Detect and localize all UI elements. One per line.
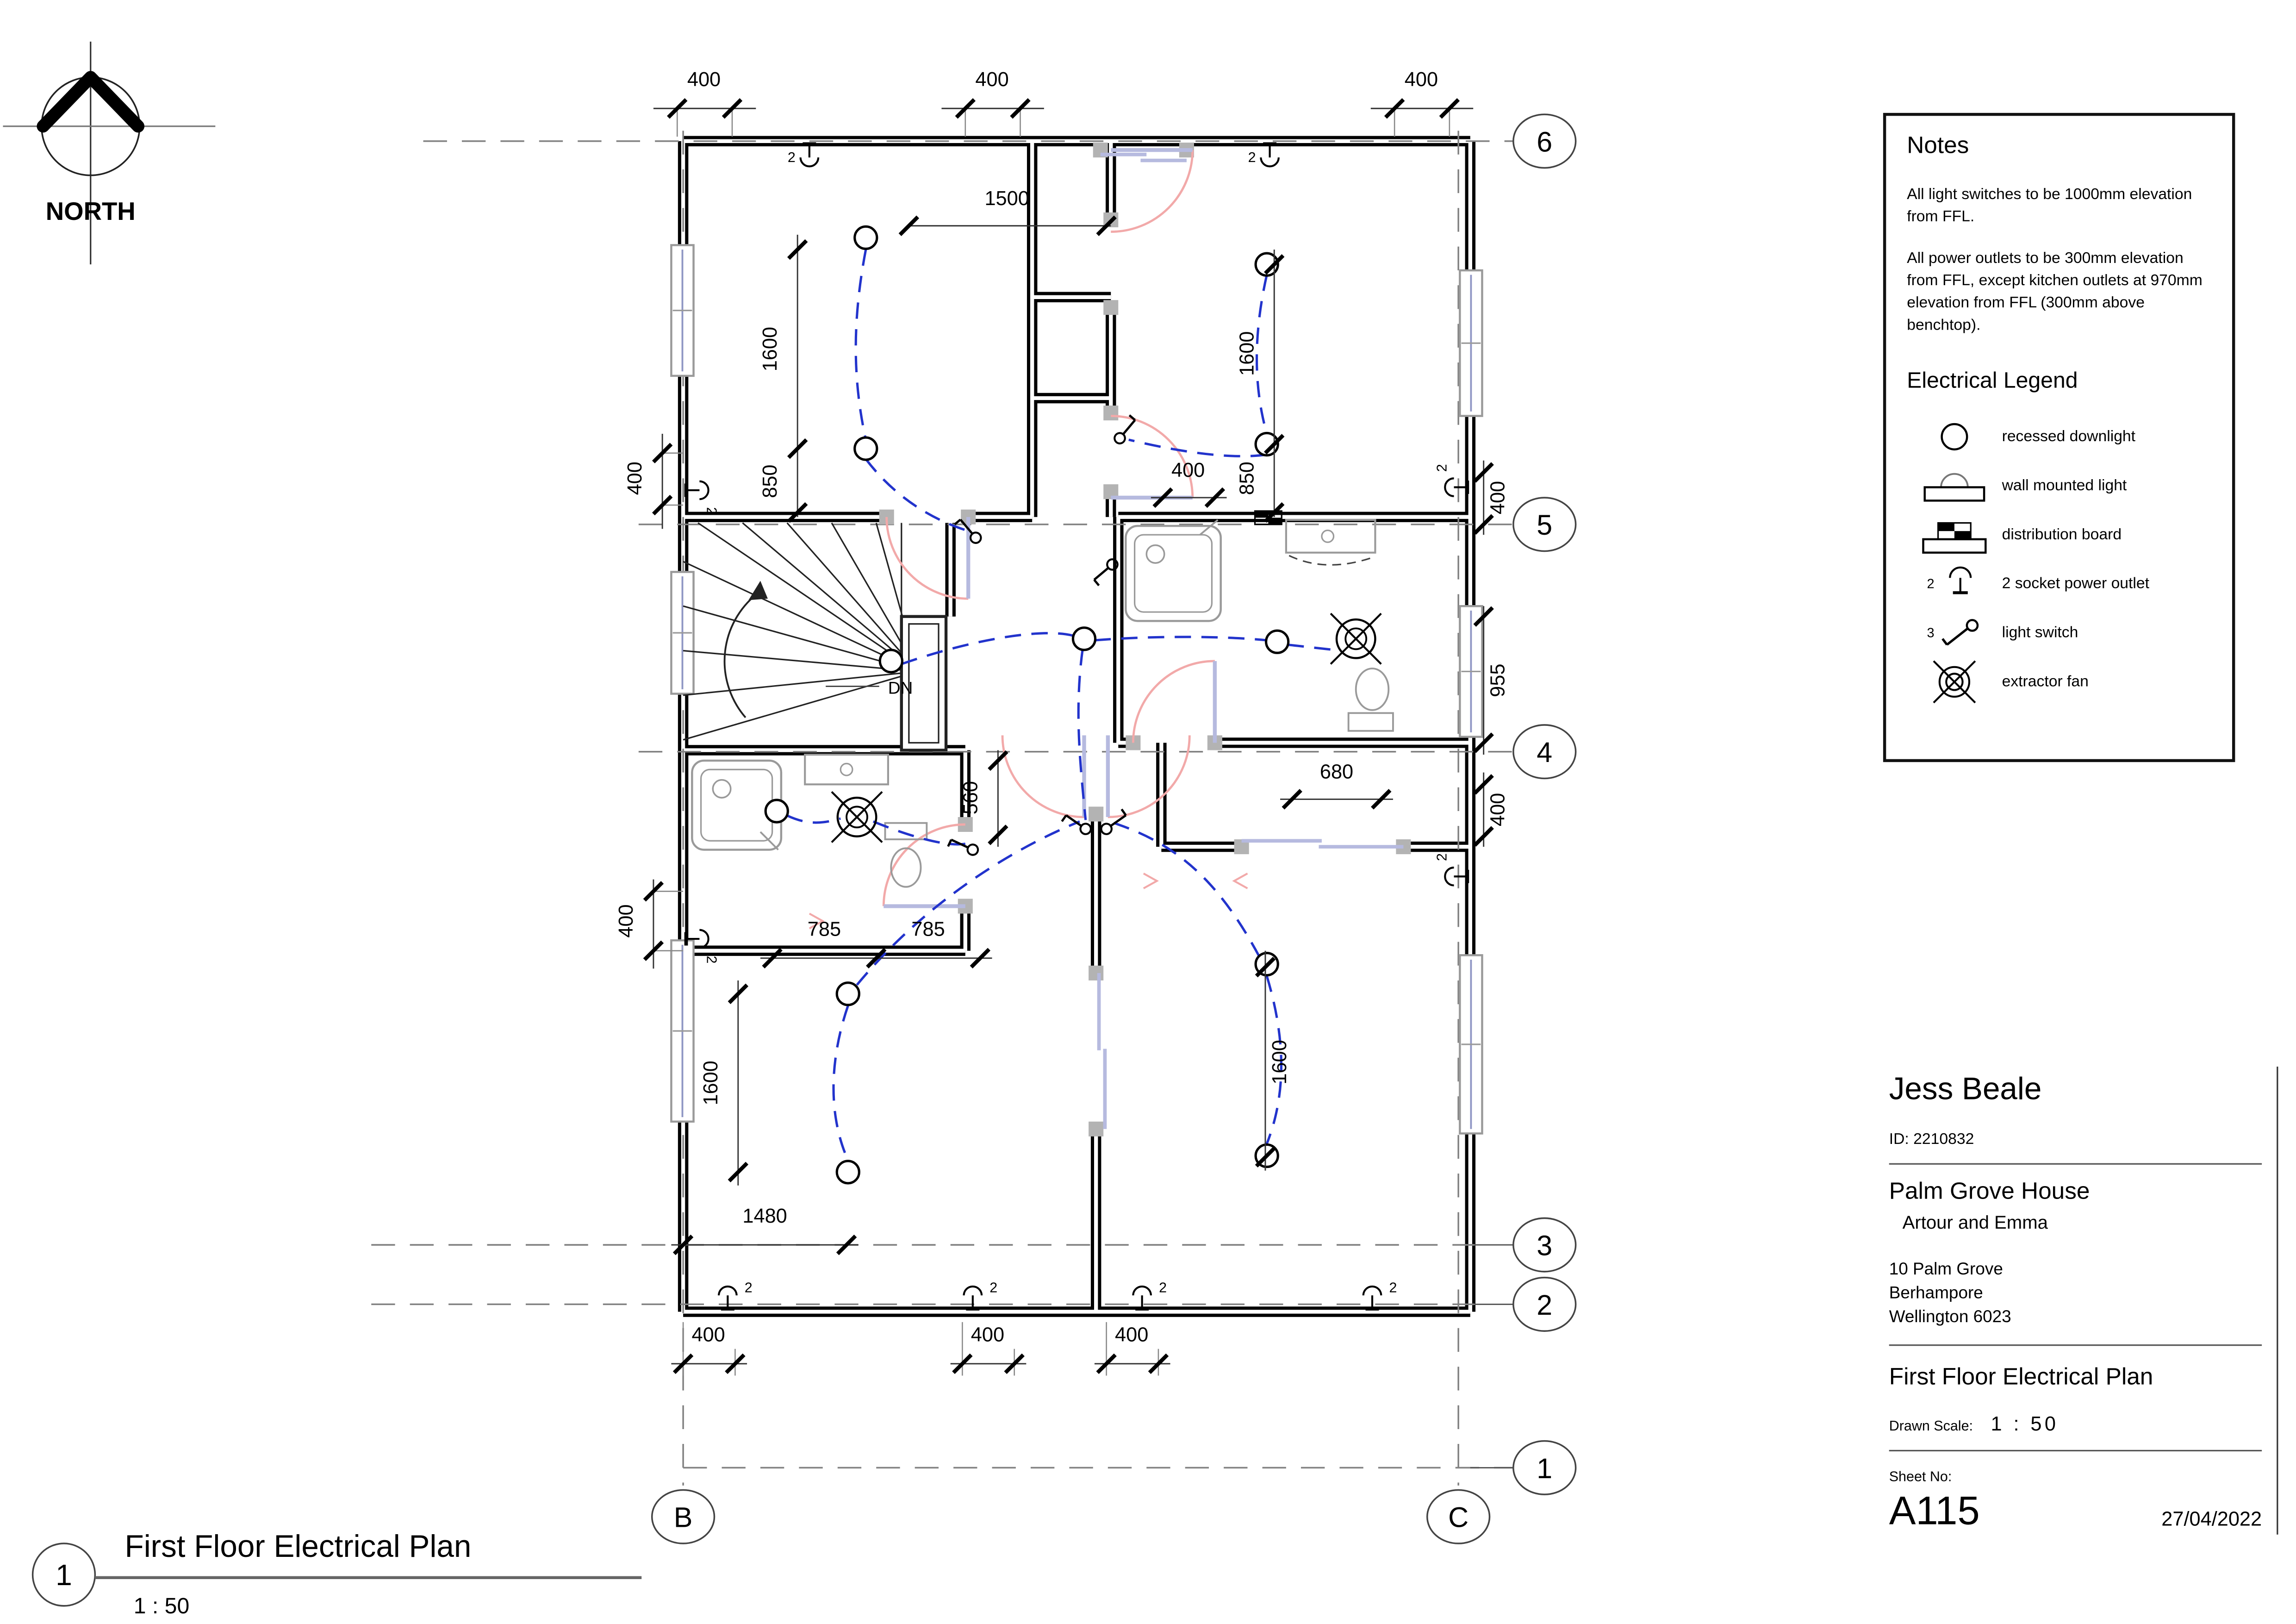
dimension-label-bath_b: 785	[911, 918, 945, 941]
address-line-2: Berhampore	[1889, 1285, 1983, 1303]
toilet-cistern	[1349, 713, 1393, 731]
power-outlet-symbol	[1445, 868, 1467, 886]
grid-bubble-C-label: C	[1448, 1501, 1469, 1533]
dimension-label-top2: 400	[975, 69, 1009, 91]
project-name: Palm Grove House	[1889, 1179, 2090, 1205]
door-swing-arc	[1002, 735, 1084, 817]
light-switch-glyph	[1124, 420, 1135, 433]
light-switch-glyph	[1094, 580, 1099, 585]
dimension-label-closet_width: 680	[1319, 761, 1354, 783]
power-outlet-symbol	[1445, 478, 1467, 496]
outlet-count-label: 2	[703, 507, 720, 515]
power-outlet-glyph	[719, 1287, 737, 1295]
downlight-symbol	[1073, 628, 1095, 650]
dimension-label-tr_lower: 850	[1236, 462, 1258, 495]
shower-tray-inner	[701, 769, 772, 841]
power-outlet-glyph	[1261, 157, 1279, 166]
extractor-fan-icon	[1907, 658, 2002, 706]
door-jamb	[1089, 1122, 1103, 1137]
power-outlet-icon	[1907, 563, 2002, 605]
light-switch-glyph	[1062, 815, 1066, 821]
toilet-bowl	[1356, 668, 1389, 710]
downlight-symbol	[765, 800, 788, 822]
door-swing-arc	[1133, 661, 1214, 743]
dimension-label-hall_width: 560	[959, 781, 982, 815]
dimension-label-right_mid: 955	[1487, 663, 1509, 697]
vanity-tap	[1322, 531, 1334, 543]
grid-bubble-4-label: 4	[1537, 737, 1553, 768]
door-jamb	[1103, 300, 1118, 315]
legend-row-downlight	[1907, 412, 2214, 461]
project-address	[1889, 1258, 2262, 1330]
grid-bubble-6-label: 6	[1537, 126, 1553, 158]
power-outlet-glyph	[1445, 868, 1454, 886]
wire-path	[1257, 275, 1267, 434]
vanity-splash-line	[1289, 556, 1374, 565]
legend-title: Electrical Legend	[1907, 369, 2078, 394]
light-switch-glyph	[1078, 822, 1093, 836]
outlet-count-label: 2	[787, 149, 796, 165]
stair-tread	[683, 671, 918, 740]
downlight-symbol	[1266, 631, 1288, 653]
power-outlet-glyph	[801, 157, 819, 166]
title-block	[1889, 1067, 2278, 1535]
viewport-scale: 1 : 50	[133, 1593, 190, 1618]
viewport-number: 1	[56, 1558, 72, 1592]
distribution-board-icon	[1907, 514, 2002, 556]
power-outlet-glyph	[699, 930, 708, 948]
downlight-symbol	[855, 226, 877, 249]
dimension-label-bl_height: 1600	[699, 1061, 722, 1106]
project-id: ID: 2210832	[1889, 1130, 1974, 1149]
legend-row-wall-light	[1907, 461, 2214, 510]
dimension-label-tr_height: 1600	[1236, 331, 1258, 376]
dimension-label-br_height: 1600	[1268, 1040, 1291, 1085]
legend-row-light-switch	[1907, 608, 2214, 657]
notes-paragraph-2: All power outlets to be 300mm elevation from FFL, except kitchen outlets at 970mm elevation from FFL (300mm above benchtop).	[1907, 249, 2203, 334]
power-outlet-symbol	[1363, 1287, 1381, 1309]
power-outlet-glyph	[1133, 1287, 1151, 1295]
outlet-count-label: 2	[703, 956, 720, 964]
door-jamb	[1089, 966, 1103, 981]
drawn-scale	[1889, 1413, 2262, 1436]
legend-row-distribution-board	[1907, 510, 2214, 559]
switch-prefix: 3	[1927, 625, 1935, 640]
power-outlet-symbol	[964, 1287, 982, 1309]
address-line-1: 10 Palm Grove	[1889, 1261, 2003, 1279]
legend-label: light switch	[2002, 624, 2078, 642]
door-swing-arc	[1111, 150, 1192, 231]
plan-generated-layer	[371, 69, 1513, 1486]
stair-tread	[683, 671, 918, 695]
legend-row-power-outlet	[1907, 559, 2214, 608]
dimension-label-mid_door: 400	[1171, 459, 1205, 482]
light-switch-icon	[1907, 612, 2002, 654]
grid-bubble-B-label: B	[673, 1501, 693, 1533]
distribution-board-symbol	[1255, 511, 1269, 518]
stair-arrow-head	[748, 581, 768, 600]
light-switch-symbol	[1062, 811, 1093, 838]
notes-paragraph-1: All light switches to be 1000mm elevation from FFL.	[1907, 186, 2192, 226]
viewport-title	[33, 1529, 642, 1618]
legend-label: recessed downlight	[2002, 427, 2136, 446]
dimension-label-top1: 400	[687, 69, 721, 91]
dimension-label-tl_lower: 850	[759, 464, 782, 498]
title-block-divider	[1889, 1345, 2262, 1346]
door-direction-chevron	[1234, 874, 1248, 888]
power-outlet-symbol	[1261, 144, 1279, 166]
wire-path	[834, 1006, 848, 1160]
outlet-count-label: 2	[744, 1280, 753, 1296]
power-outlet-symbol	[686, 481, 709, 500]
drawing-title: First Floor Electrical Plan	[1889, 1365, 2153, 1391]
grid-bubble-5-label: 5	[1537, 509, 1553, 541]
light-switch-glyph	[1094, 568, 1108, 580]
light-switch-glyph	[1121, 809, 1126, 815]
outlet-count-label: 2	[1389, 1280, 1397, 1296]
wire-path	[856, 250, 866, 440]
scale-label: Drawn Scale:	[1889, 1419, 1973, 1436]
power-outlet-glyph	[1363, 1287, 1381, 1295]
door-jamb	[1089, 806, 1103, 821]
power-outlet-glyph	[699, 481, 708, 500]
title-block-divider	[1889, 1163, 2262, 1165]
shower-drain	[713, 780, 731, 798]
power-outlet-symbol	[719, 1287, 737, 1309]
north-label: NORTH	[45, 197, 136, 225]
dimension-label-bottom2: 400	[971, 1324, 1005, 1346]
sheet-number-row	[1889, 1489, 2262, 1535]
notes-title: Notes	[1907, 133, 1969, 159]
legend-label: distribution board	[2002, 525, 2122, 544]
drawing-date: 27/04/2022	[2161, 1508, 2262, 1531]
power-outlet-glyph	[964, 1287, 982, 1295]
wire-path	[1129, 440, 1267, 456]
shower-tray-inner	[1135, 535, 1212, 612]
wall-mounted-light-icon	[1907, 465, 2002, 506]
sheet-number-label: Sheet No:	[1889, 1469, 1952, 1486]
door-swing-arc	[1111, 416, 1192, 497]
legend-label: extractor fan	[2002, 673, 2089, 691]
outlet-count-label: 2	[989, 1280, 998, 1296]
outlet-count-label: 2	[1248, 149, 1256, 165]
dimension-label-bottom1: 400	[691, 1324, 725, 1346]
north-arrow	[3, 42, 215, 264]
outlet-count-label: 2	[1434, 853, 1450, 862]
dimension-label-left_upper: 400	[624, 462, 647, 495]
toilet-bowl	[891, 848, 921, 887]
power-outlet-glyph	[1445, 478, 1454, 496]
dimension-label-tl_height: 1600	[759, 326, 782, 372]
address-line-3: Wellington 6023	[1889, 1309, 2011, 1327]
client-names: Artour and Emma	[1902, 1212, 2048, 1233]
recessed-downlight-icon	[1907, 418, 2002, 456]
downlight-symbol	[855, 437, 877, 460]
legend-row-extractor-fan	[1907, 657, 2214, 706]
dimension-label-top3: 400	[1404, 69, 1438, 91]
legend-label: 2 socket power outlet	[2002, 575, 2150, 593]
grid-bubble-1-label: 1	[1537, 1452, 1553, 1484]
light-switch-glyph	[966, 843, 980, 857]
wire-path	[787, 816, 841, 823]
wire-path	[1288, 645, 1341, 651]
title-block-divider	[1889, 1450, 2262, 1452]
stair-dn-label: DN	[888, 678, 913, 698]
viewport-title-text: First Floor Electrical Plan	[124, 1529, 472, 1564]
outlet-count-label: 2	[1159, 1280, 1167, 1296]
sheet-number: A115	[1889, 1489, 1980, 1534]
grid-bubble-2-label: 2	[1537, 1289, 1553, 1321]
dimension-label-left_lower: 400	[615, 904, 637, 938]
notes-panel	[1883, 113, 2235, 762]
downlight-symbol	[880, 650, 902, 672]
downlight-symbol	[837, 1161, 859, 1183]
dimension-label-bl_width: 1480	[742, 1205, 787, 1227]
shower-tray	[1126, 526, 1220, 621]
light-switch-symbol	[948, 835, 980, 859]
dimension-label-right_lower: 400	[1487, 793, 1509, 826]
dimension-label-bath_a: 785	[807, 918, 841, 941]
door-swing-arc	[887, 517, 968, 599]
dimension-label-bottom3: 400	[1115, 1324, 1149, 1346]
downlight-symbol	[837, 983, 859, 1005]
architect-name: Jess Beale	[1889, 1072, 2042, 1107]
dimension-label-tl_width: 1500	[984, 187, 1029, 210]
door-direction-chevron	[1144, 874, 1157, 888]
scale-value: 1 : 50	[1991, 1413, 2059, 1436]
stair-tread	[698, 523, 918, 672]
outlet-count-label: 2	[1434, 464, 1450, 472]
grid-bubble-3-label: 3	[1537, 1230, 1553, 1262]
shower-drain	[1146, 545, 1164, 563]
power-outlet-symbol	[1133, 1287, 1151, 1309]
legend-label: wall mounted light	[2002, 476, 2127, 495]
vanity-tap	[840, 763, 852, 775]
light-switch-glyph	[1099, 822, 1114, 836]
door-jamb	[1103, 406, 1118, 420]
power-outlet-symbol	[801, 144, 819, 166]
outlet-prefix: 2	[1927, 576, 1935, 591]
dimension-label-right_upper: 400	[1487, 481, 1509, 515]
light-switch-glyph	[948, 840, 952, 847]
vanity-basin	[805, 755, 888, 784]
door-swing-arc	[884, 824, 965, 906]
